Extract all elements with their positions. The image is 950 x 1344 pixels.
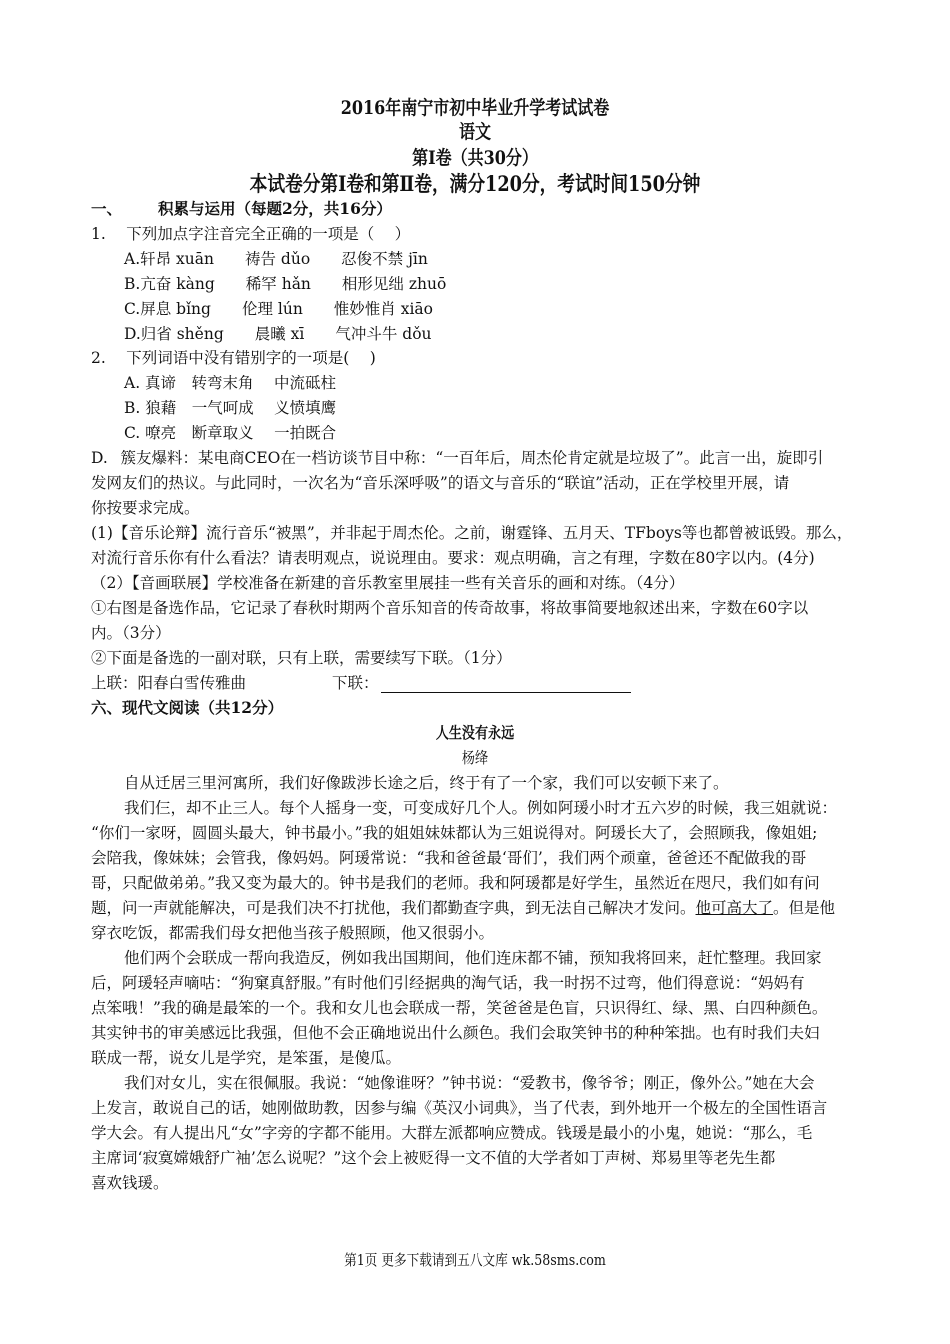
q1-option-c: C.屏息 bǐng 伦理 lún 惟妙惟肖 xiāo	[124, 300, 433, 318]
article-author: 杨绛	[461, 749, 489, 767]
d-block-line2: 发网友们的热议。与此同时，一次名为“音乐深呼吸”的语文与音乐的“联谊”活动，正在学校里开展，请	[91, 474, 790, 492]
q1-option-d: D.归省 shěng 晨曦 xī 气冲斗牛 dǒu	[124, 325, 432, 343]
article-line-text: 题，问一声就能解决，可是我们决不打扰他，我们都勤查字典，到无法自己解决才发问。	[91, 899, 696, 917]
article-line: 自从迁居三里河寓所，我们好像跋涉长途之后，终于有了一个家，我们可以安顿下来了。	[124, 774, 729, 792]
article-line: 后，阿瑗轻声嘀咕：“狗窠真舒服。”有时他们引经据典的淘气话，我一时拐不过弯，他们得意说：“妈妈有	[91, 974, 805, 992]
sub2-p2: ②下面是备选的一副对联，只有上联，需要续写下联。（1分）	[91, 649, 512, 667]
article-line-with-underline	[91, 898, 835, 918]
volume-title: 第Ⅰ卷（共30分）	[412, 147, 538, 169]
q2-option-c: C. 嘹亮 断章取义 一拍既合	[124, 424, 337, 442]
sub1-line1: (1)【音乐论辩】流行音乐“被黑”，并非起于周杰伦。之前，谢霆锋、五月天、TFboys等也都曾被诋毁。那么，	[91, 524, 853, 542]
article-line: 联成一帮，说女儿是学究，是笨蛋，是傻瓜。	[91, 1049, 402, 1067]
article-line: 哥，只配做弟弟。”我又变为最大的。钟书是我们的老师。我和阿瑗都是好学生，虽然近在咫尺，我们如有问	[91, 874, 820, 892]
q1-option-a: A.轩昂 xuān 祷告 dǔo 忍俊不禁 jīn	[124, 250, 428, 268]
page-footer: 第1页 更多下载请到五八文库 wk.58sms.com	[344, 1251, 606, 1269]
exam-note: 本试卷分第Ⅰ卷和第Ⅱ卷，满分120分，考试时间150分钟	[249, 171, 701, 196]
d-block-line3: 你按要求完成。	[91, 499, 200, 517]
couplet-lower-label: 下联：	[332, 674, 379, 692]
section6-title: 六、现代文阅读（共12分）	[91, 698, 284, 717]
sub2-p1-line2: 内。（3分）	[91, 624, 171, 642]
exam-subject: 语文	[458, 121, 491, 143]
sub2-line1: （2）【音画联展】学校准备在新建的音乐教室里展挂一些有关音乐的画和对练。（4分）	[91, 574, 685, 592]
q2-stem: 2. 下列词语中没有错别字的一项是( )	[91, 349, 376, 367]
article-line: 学大会。有人提出凡“女”字旁的字都不能用。大群左派都响应赞成。钱瑗是最小的小鬼，她说：“那么，毛	[91, 1124, 813, 1142]
sub1-line2: 对流行音乐你有什么看法？请表明观点，说说理由。要求：观点明确，言之有理，字数在80字以内。(4分)	[91, 549, 815, 567]
couplet-answer-blank[interactable]	[381, 676, 631, 693]
exam-title: 2016年南宁市初中毕业升学考试试卷	[340, 97, 610, 119]
article-line: 我们对女儿，实在很佩服。我说：“她像谁呀？”钟书说：“爱教书，像爷爷；刚正，像外公。”她在大会	[124, 1074, 815, 1092]
article-line-tail: 。但是他	[773, 899, 836, 917]
q2-option-b: B. 狼藉 一气呵成 义愤填鹰	[124, 399, 337, 417]
article-line: “你们一家呀，圆圆头最大，钟书最小。”我的姐姐妹妹都认为三姐说得对。阿瑗长大了，会照顾我，像姐姐;	[91, 824, 818, 842]
article-line: 其实钟书的审美感远比我强，但他不会正确地说出什么颜色。我们会取笑钟书的种种笨拙。也有时我们夫妇	[91, 1024, 820, 1042]
article-line: 点笨哦！”我的确是最笨的一个。我和女儿也会联成一帮，笑爸爸是色盲，只识得红、绿、黑、白四种颜色。	[91, 999, 828, 1017]
q2-option-a: A. 真谛 转弯末角 中流砥柱	[124, 374, 336, 392]
d-block-line1: D. 簇友爆料：某电商CEO在一档访谈节目中称：“一百年后，周杰伦肯定就是垃圾了”。此言一出，旋即引	[91, 449, 824, 467]
article-line: 他们两个会联成一帮向我造反，例如我出国期间，他们连床都不铺，预知我将回来，赶忙整理。我回家	[124, 949, 822, 967]
q1-option-b: B.亢奋 kàng 稀罕 hǎn 相形见绌 zhuō	[124, 275, 447, 293]
article-line: 我们仨，却不止三人。每个人摇身一变，可变成好几个人。例如阿瑗小时才五六岁的时候，我三姐就说：	[124, 799, 838, 817]
couplet-lower	[332, 673, 631, 693]
article-line: 主席词‘寂寞嫦娥舒广袖’怎么说呢？”这个会上被贬得一文不值的大学者如丁声树、郑易里等老先生都	[91, 1149, 776, 1167]
underlined-phrase: 他可高大了	[695, 899, 774, 917]
article-line: 喜欢钱瑗。	[91, 1174, 169, 1192]
article-line: 会陪我，像妹妹；会管我，像妈妈。阿瑗常说：“我和爸爸最‘哥们’，我们两个顽童，爸爸还不配做我的哥	[91, 849, 807, 867]
section1-title: 积累与运用（每题2分，共16分）	[158, 199, 392, 218]
q1-stem: 1. 下列加点字注音完全正确的一项是（ ）	[91, 225, 411, 243]
couplet-upper: 上联：阳春白雪传雅曲	[91, 674, 247, 692]
article-line: 穿衣吃饭，都需我们母女把他当孩子般照顾，他又很弱小。	[91, 924, 495, 942]
article-title: 人生没有永远	[435, 723, 515, 742]
article-line: 上发言，敢说自己的话，她刚做助教，因参与编《英汉小词典》，当了代表，到外地开一个极左的全国性语言	[91, 1099, 828, 1117]
section1-number: 一、	[91, 199, 123, 218]
sub2-p1-line1: ①右图是备选作品，它记录了春秋时期两个音乐知音的传奇故事，将故事简要地叙述出来，字数在60字以	[91, 599, 809, 617]
